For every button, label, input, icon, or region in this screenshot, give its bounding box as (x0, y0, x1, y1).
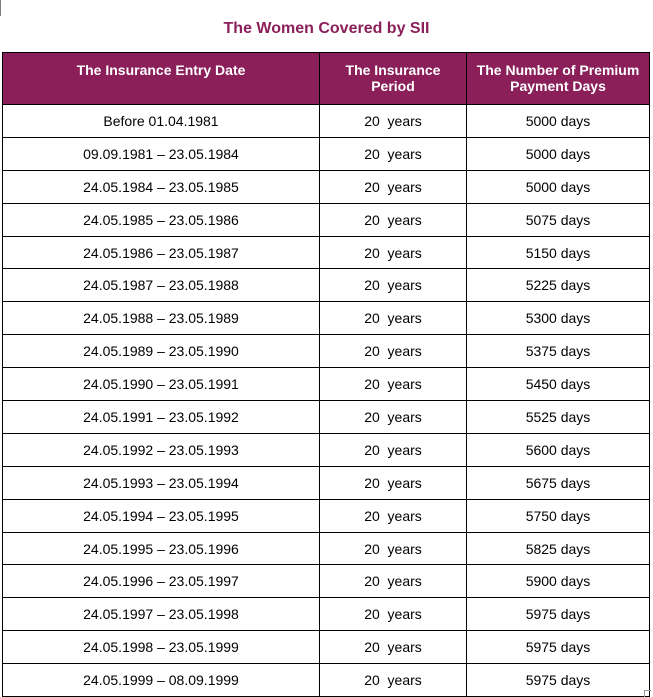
cell-insurance-period: 20 years (320, 203, 467, 236)
table-row (3, 368, 650, 401)
table-row (3, 401, 650, 434)
table-row (3, 631, 650, 664)
table-row (3, 664, 650, 697)
cell-entry-date: 24.05.1999 – 08.09.1999 (3, 664, 320, 697)
cell-insurance-period: 20 years (320, 368, 467, 401)
sii-women-table (2, 52, 650, 697)
cell-premium-days: 5750 days (467, 499, 650, 532)
cell-insurance-period: 20 years (320, 631, 467, 664)
cell-premium-days: 5075 days (467, 203, 650, 236)
cell-premium-days: 5975 days (467, 664, 650, 697)
cell-entry-date: 24.05.1986 – 23.05.1987 (3, 236, 320, 269)
cell-insurance-period: 20 years (320, 664, 467, 697)
table-row (3, 433, 650, 466)
cell-premium-days: 5300 days (467, 302, 650, 335)
table-row (3, 105, 650, 138)
cell-entry-date: 24.05.1995 – 23.05.1996 (3, 532, 320, 565)
document-corner-marker (644, 690, 651, 697)
cell-premium-days: 5375 days (467, 335, 650, 368)
cell-entry-date: 24.05.1984 – 23.05.1985 (3, 170, 320, 203)
cell-premium-days: 5150 days (467, 236, 650, 269)
cell-premium-days: 5975 days (467, 598, 650, 631)
table-row (3, 170, 650, 203)
cell-premium-days: 5900 days (467, 565, 650, 598)
cell-insurance-period: 20 years (320, 433, 467, 466)
table-row (3, 335, 650, 368)
cell-entry-date: 24.05.1991 – 23.05.1992 (3, 401, 320, 434)
cell-insurance-period: 20 years (320, 598, 467, 631)
cell-entry-date: 24.05.1987 – 23.05.1988 (3, 269, 320, 302)
cell-entry-date: 24.05.1996 – 23.05.1997 (3, 565, 320, 598)
cell-entry-date: 24.05.1994 – 23.05.1995 (3, 499, 320, 532)
cell-premium-days: 5000 days (467, 170, 650, 203)
cell-entry-date: Before 01.04.1981 (3, 105, 320, 138)
cell-insurance-period: 20 years (320, 401, 467, 434)
cell-entry-date: 24.05.1993 – 23.05.1994 (3, 466, 320, 499)
table-row (3, 598, 650, 631)
cell-premium-days: 5825 days (467, 532, 650, 565)
document-title: The Women Covered by SII (223, 20, 430, 37)
cell-entry-date: 24.05.1988 – 23.05.1989 (3, 302, 320, 335)
cell-entry-date: 24.05.1992 – 23.05.1993 (3, 433, 320, 466)
table-row (3, 137, 650, 170)
table-row (3, 203, 650, 236)
table-header-row (3, 53, 650, 105)
cell-insurance-period: 20 years (320, 565, 467, 598)
cell-insurance-period: 20 years (320, 466, 467, 499)
cell-entry-date: 24.05.1989 – 23.05.1990 (3, 335, 320, 368)
header-premium-payment-days: The Number of Premium Payment Days (467, 53, 650, 105)
document-left-edge-marker (0, 0, 1, 16)
cell-entry-date: 24.05.1990 – 23.05.1991 (3, 368, 320, 401)
header-entry-date: The Insurance Entry Date (3, 53, 320, 105)
cell-insurance-period: 20 years (320, 236, 467, 269)
cell-premium-days: 5975 days (467, 631, 650, 664)
cell-premium-days: 5000 days (467, 105, 650, 138)
table-row (3, 466, 650, 499)
cell-entry-date: 09.09.1981 – 23.05.1984 (3, 137, 320, 170)
cell-insurance-period: 20 years (320, 499, 467, 532)
table-row (3, 302, 650, 335)
cell-premium-days: 5525 days (467, 401, 650, 434)
table-row (3, 565, 650, 598)
cell-insurance-period: 20 years (320, 170, 467, 203)
table-row (3, 236, 650, 269)
table-row (3, 499, 650, 532)
cell-insurance-period: 20 years (320, 269, 467, 302)
cell-insurance-period: 20 years (320, 137, 467, 170)
table-row (3, 269, 650, 302)
cell-premium-days: 5000 days (467, 137, 650, 170)
cell-premium-days: 5600 days (467, 433, 650, 466)
header-insurance-period: The Insurance Period (320, 53, 467, 105)
cell-insurance-period: 20 years (320, 105, 467, 138)
cell-premium-days: 5225 days (467, 269, 650, 302)
cell-insurance-period: 20 years (320, 302, 467, 335)
table-body (3, 105, 650, 697)
cell-insurance-period: 20 years (320, 532, 467, 565)
cell-entry-date: 24.05.1985 – 23.05.1986 (3, 203, 320, 236)
cell-premium-days: 5450 days (467, 368, 650, 401)
cell-premium-days: 5675 days (467, 466, 650, 499)
cell-entry-date: 24.05.1997 – 23.05.1998 (3, 598, 320, 631)
cell-entry-date: 24.05.1998 – 23.05.1999 (3, 631, 320, 664)
table-row (3, 532, 650, 565)
cell-insurance-period: 20 years (320, 335, 467, 368)
